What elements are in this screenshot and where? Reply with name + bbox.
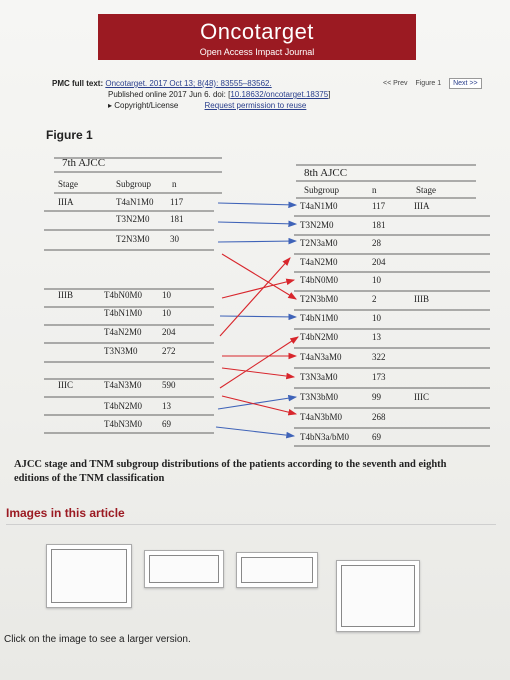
left-stage-label: IIIA [58, 197, 74, 207]
mapping-arrow [222, 368, 294, 377]
right-header-n: n [372, 185, 377, 195]
right-subgroup: T2N3aM0 [300, 238, 338, 248]
mapping-arrow [218, 397, 296, 409]
thumbnail-figure-2[interactable] [144, 550, 224, 588]
left-n: 272 [162, 346, 176, 356]
right-subgroup: T4bN0M0 [300, 275, 338, 285]
right-stage-label: IIIB [414, 294, 429, 304]
right-subgroup: T4bN2M0 [300, 332, 338, 342]
left-n: 30 [170, 234, 179, 244]
left-n: 69 [162, 419, 171, 429]
right-subgroup: T4bN3a/bM0 [300, 432, 349, 442]
journal-link[interactable]: Oncotarget. 2017 Oct 13; 8(48): 83555–83562. [105, 79, 272, 88]
left-stage-label: IIIB [58, 290, 73, 300]
copyright-link[interactable]: Copyright/License [114, 101, 179, 110]
mapping-arrow [220, 258, 290, 336]
left-header-n: n [172, 179, 177, 189]
left-n: 204 [162, 327, 176, 337]
pager-current: Figure 1 [415, 80, 442, 87]
right-subgroup: T4aN3aM0 [300, 352, 342, 362]
left-subgroup: T3N2M0 [116, 214, 150, 224]
right-table-heading: 8th AJCC [304, 167, 348, 179]
thumbnail-figure-4[interactable] [336, 560, 420, 632]
doi-link[interactable]: 10.18632/oncotarget.18375 [230, 90, 329, 99]
published-text: Published online 2017 Jun 6. doi: [108, 90, 226, 99]
right-stage-label: IIIC [414, 392, 429, 402]
left-subgroup: T4aN3M0 [104, 380, 142, 390]
right-subgroup: T3N3aM0 [300, 372, 338, 382]
right-stage-label: IIIA [414, 201, 430, 211]
right-n: 10 [372, 275, 381, 285]
right-subgroup: T3N2M0 [300, 220, 334, 230]
divider [6, 524, 496, 525]
left-n: 117 [170, 197, 184, 207]
right-subgroup: T4aN1M0 [300, 201, 338, 211]
table-text [58, 157, 436, 442]
mapping-arrow [218, 241, 296, 242]
right-subgroup: T3N3bM0 [300, 392, 338, 402]
left-subgroup: T4bN1M0 [104, 308, 142, 318]
left-subgroup: T4bN2M0 [104, 401, 142, 411]
bullet-icon: ▸ [108, 101, 113, 110]
left-subgroup: T4aN1M0 [116, 197, 154, 207]
left-n: 181 [170, 214, 184, 224]
images-heading: Images in this article [6, 506, 125, 520]
left-stage-label: IIIC [58, 380, 73, 390]
mapping-arrow [218, 222, 296, 224]
right-n: 204 [372, 257, 386, 267]
figure-title: Figure 1 [46, 128, 93, 142]
right-subgroup: T4aN2M0 [300, 257, 338, 267]
right-n: 10 [372, 313, 381, 323]
left-n: 13 [162, 401, 171, 411]
permission-link[interactable]: Request permission to reuse [204, 101, 307, 110]
right-n: 173 [372, 372, 386, 382]
thumbnail-figure-1[interactable] [46, 544, 132, 608]
right-n: 268 [372, 412, 386, 422]
right-header-subgroup: Subgroup [304, 185, 340, 195]
left-header-subgroup: Subgroup [116, 179, 152, 189]
left-header-stage: Stage [58, 179, 78, 189]
right-subgroup: T4aN3bM0 [300, 412, 342, 422]
mapping-arrows [216, 203, 298, 436]
left-subgroup: T3N3M0 [104, 346, 138, 356]
thumbnail-figure-3[interactable] [236, 552, 318, 588]
right-header-stage: Stage [416, 185, 436, 195]
right-n: 181 [372, 220, 386, 230]
figure-caption: AJCC stage and TNM subgroup distributions of the patients according to the seventh and eighth editions of the TNM classification [14, 459, 447, 484]
citation-block: PMC full text: Oncotarget. 2017 Oct 13; 8(48): 83555–83562. Published online 2017 Jun 6. doi: [10.18632/oncotarget.18375] ▸ Copyright/License Request permission to reuse [52, 79, 331, 110]
right-n: 13 [372, 332, 381, 342]
footer-hint: Click on the image to see a larger version. [4, 634, 191, 645]
left-subgroup: T2N3M0 [116, 234, 150, 244]
prev-button[interactable]: << Prev [383, 80, 408, 87]
left-subgroup: T4aN2M0 [104, 327, 142, 337]
right-n: 99 [372, 392, 381, 402]
mapping-arrow [218, 203, 296, 205]
right-n: 28 [372, 238, 381, 248]
citation-label: PMC full text: [52, 79, 104, 88]
right-subgroup: T4bN1M0 [300, 313, 338, 323]
journal-title: Oncotarget [200, 19, 314, 44]
left-subgroup: T4bN3M0 [104, 419, 142, 429]
right-subgroup: T2N3bM0 [300, 294, 338, 304]
right-n: 2 [372, 294, 377, 304]
mapping-arrow [220, 337, 298, 388]
left-table-heading: 7th AJCC [62, 157, 106, 169]
next-button[interactable]: Next >> [449, 78, 482, 89]
mapping-arrow [220, 316, 296, 317]
right-n: 117 [372, 201, 386, 211]
left-n: 590 [162, 380, 176, 390]
left-n: 10 [162, 308, 171, 318]
mapping-arrow [222, 280, 294, 298]
left-subgroup: T4bN0M0 [104, 290, 142, 300]
left-n: 10 [162, 290, 171, 300]
right-n: 69 [372, 432, 381, 442]
journal-subtitle: Open Access Impact Journal [199, 47, 315, 57]
mapping-arrow [216, 427, 294, 436]
right-n: 322 [372, 352, 386, 362]
